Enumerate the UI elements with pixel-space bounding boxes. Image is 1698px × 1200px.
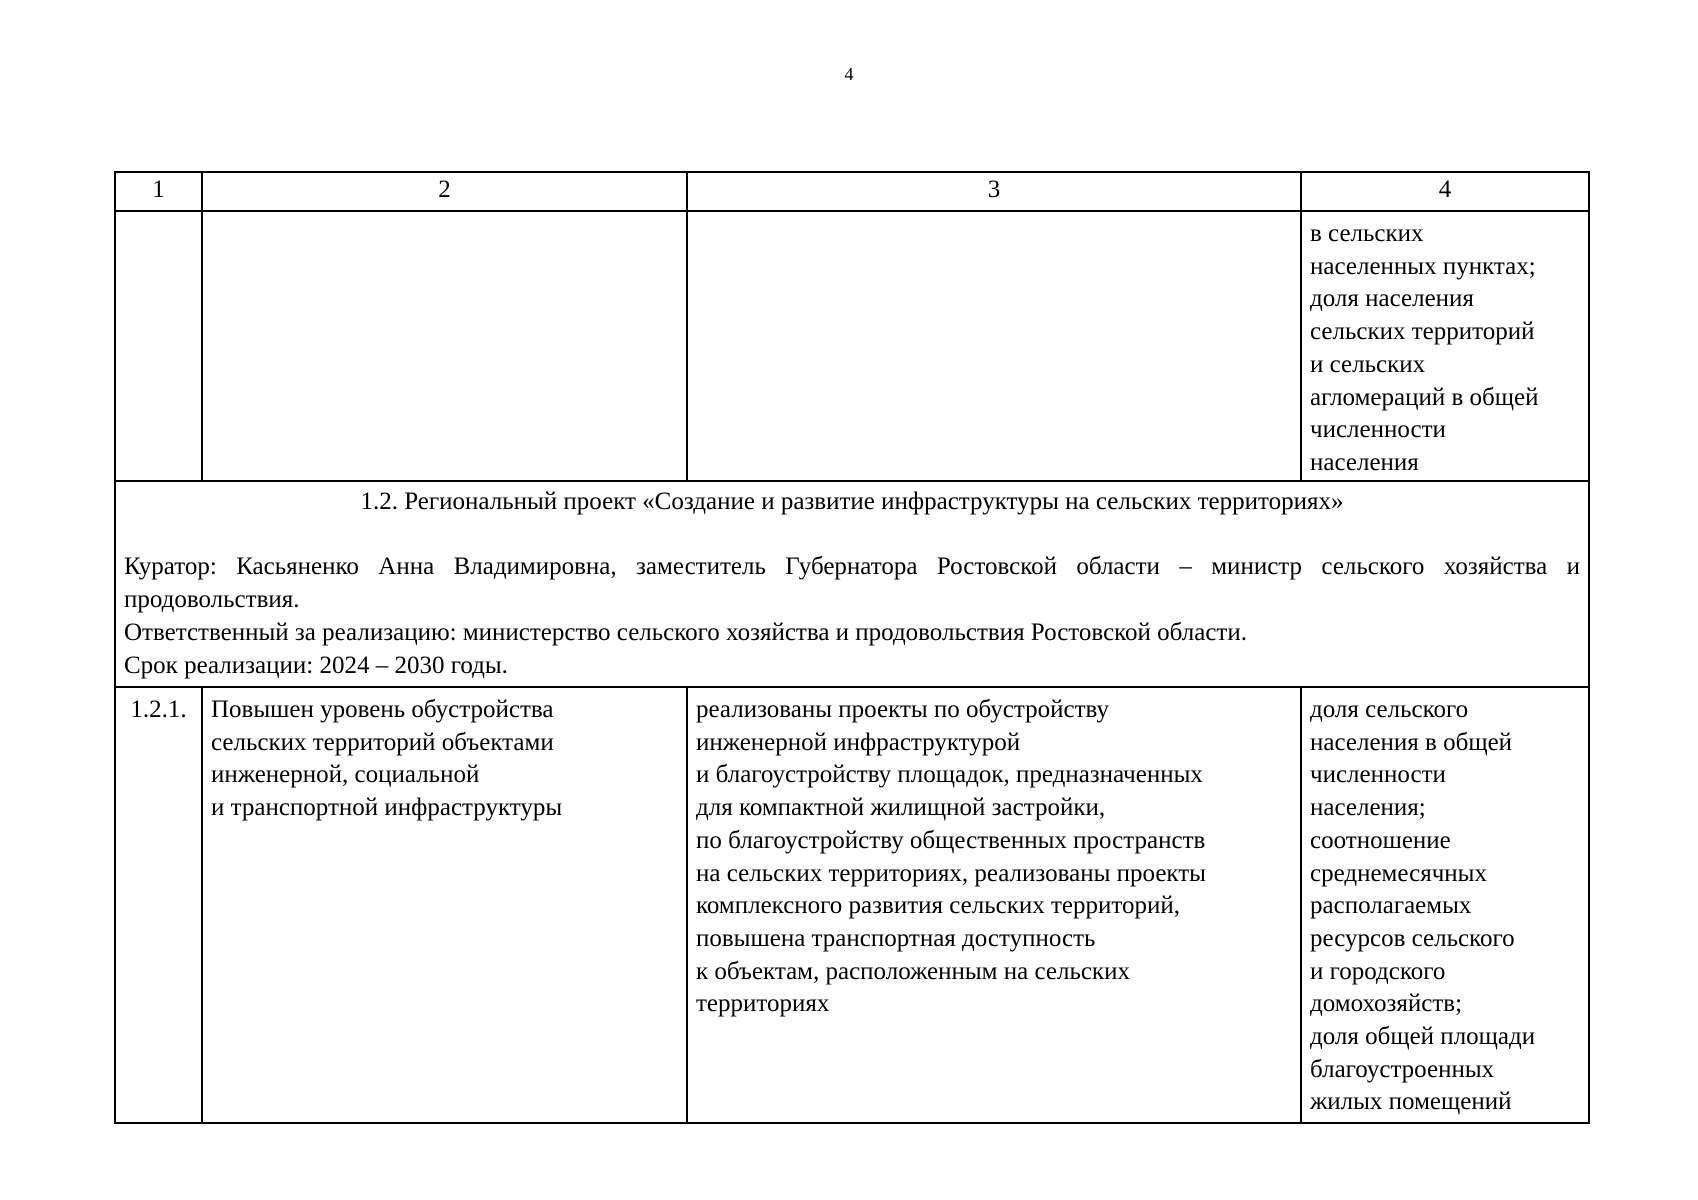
continuation-cell-task	[202, 211, 687, 481]
header-cell-2: 2	[202, 172, 687, 211]
project-title: 1.2. Региональный проект «Создание и развитие инфраструктуры на сельских территориях»	[360, 488, 1344, 515]
continuation-number-text	[124, 216, 193, 218]
page-number: 4	[844, 64, 854, 84]
header-cell-1: 1	[115, 172, 202, 211]
structure-table	[114, 171, 1590, 1124]
item-cell-number	[115, 687, 202, 1123]
header-cell-4: 4	[1301, 172, 1589, 211]
project-term: Срок реализации: 2024 – 2030 годы.	[124, 651, 508, 679]
continuation-indicators-text: в сельских населенных пунктах; доля населения сельских территорий и сельских агломераций в общей численности населения	[1310, 220, 1539, 476]
table-row-item	[115, 687, 1589, 1123]
continuation-result-text	[696, 216, 1292, 218]
item-result-text: реализованы проекты по обустройству инженерной инфраструктурой и благоустройству площадок, предназначенных для компактной жилищной застройки, по благоустройству общественных пространств на сельских территориях, реализованы проекты комплексного развития сельских территорий, повышена транспортная доступность к объектам, расположенным на сельских территориях	[696, 696, 1206, 1018]
header-cell-3: 3	[687, 172, 1301, 211]
item-cell-indicators	[1301, 687, 1589, 1123]
continuation-cell-number	[115, 211, 202, 481]
item-task-text: Повышен уровень обустройства сельских территорий объектами инженерной, социальной и транспортной инфраструктуры	[211, 696, 563, 822]
item-cell-task	[202, 687, 687, 1123]
project-spacer	[124, 519, 1580, 552]
item-number-text: 1.2.1.	[130, 696, 187, 723]
project-cell	[115, 481, 1589, 687]
table-header-row	[115, 172, 1589, 211]
item-cell-result	[687, 687, 1301, 1123]
continuation-task-text	[211, 216, 678, 218]
project-responsible: Ответственный за реализацию: министерство сельского хозяйства и продовольствия Ростовской области.	[124, 618, 1247, 646]
continuation-cell-result	[687, 211, 1301, 481]
continuation-cell-indicators	[1301, 211, 1589, 481]
table-row-project	[115, 481, 1589, 687]
item-indicators-text: доля сельского населения в общей численности населения; соотношение среднемесячных располагаемых ресурсов сельского и городского домохозяйств; доля общей площади благоустроенных жилых помещений	[1310, 696, 1536, 1116]
table-row-continuation	[115, 211, 1589, 481]
project-curator: Куратор: Касьяненко Анна Владимировна, заместитель Губернатора Ростовской области – министр сельского хозяйства и продовольствия.	[124, 553, 1580, 614]
